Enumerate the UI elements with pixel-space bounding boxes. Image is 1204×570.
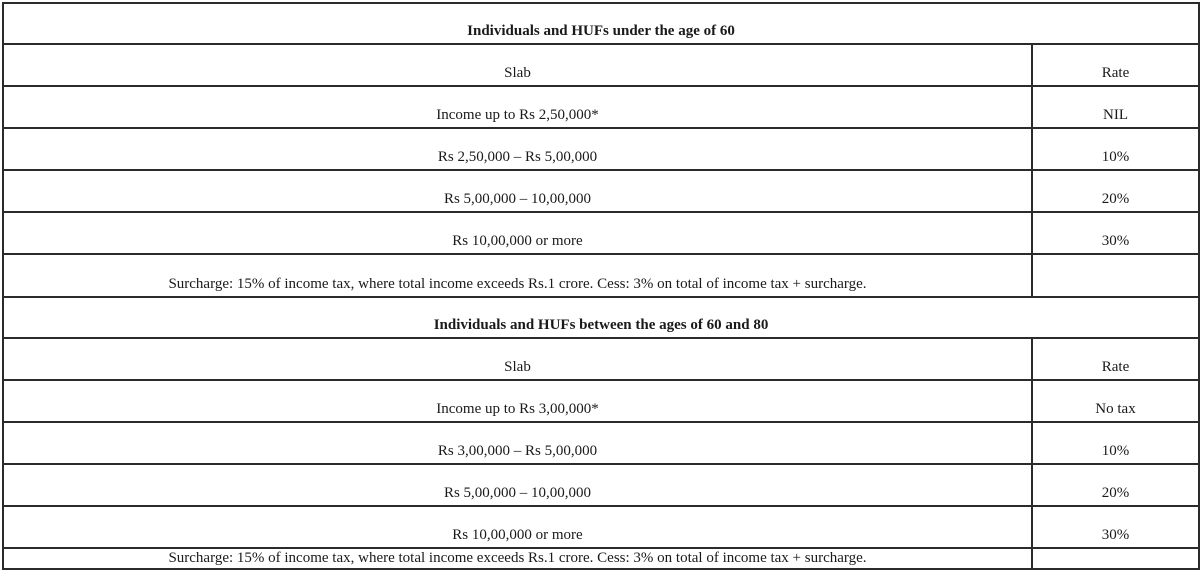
slab-cell: Income up to Rs 3,00,000*	[3, 380, 1032, 422]
slab-cell: Rs 5,00,000 – 10,00,000	[3, 464, 1032, 506]
surcharge-note: Surcharge: 15% of income tax, where total income exceeds Rs.1 crore. Cess: 3% on total of income tax + surcharge.	[3, 548, 1032, 569]
surcharge-note: Surcharge: 15% of income tax, where total income exceeds Rs.1 crore. Cess: 3% on total of income tax + surcharge.	[3, 254, 1032, 297]
column-header-row	[3, 338, 1199, 380]
rate-cell: 30%	[1032, 506, 1199, 548]
surcharge-note-row	[3, 548, 1199, 569]
section-heading-under-60: Individuals and HUFs under the age of 60	[3, 3, 1199, 44]
table-row	[3, 506, 1199, 548]
table-row	[3, 422, 1199, 464]
rate-cell: 30%	[1032, 212, 1199, 254]
table-row	[3, 170, 1199, 212]
rate-cell: 10%	[1032, 422, 1199, 464]
rate-cell: NIL	[1032, 86, 1199, 128]
tax-slab-table	[2, 2, 1200, 570]
surcharge-note-rate-cell	[1032, 548, 1199, 569]
slab-cell: Rs 10,00,000 or more	[3, 506, 1032, 548]
section-heading-60-to-80: Individuals and HUFs between the ages of 60 and 80	[3, 297, 1199, 338]
column-header-slab: Slab	[3, 338, 1032, 380]
slab-cell: Rs 10,00,000 or more	[3, 212, 1032, 254]
section-heading-row	[3, 3, 1199, 44]
slab-cell: Rs 3,00,000 – Rs 5,00,000	[3, 422, 1032, 464]
table-row	[3, 464, 1199, 506]
table-row	[3, 212, 1199, 254]
slab-cell: Income up to Rs 2,50,000*	[3, 86, 1032, 128]
surcharge-note-rate-cell	[1032, 254, 1199, 297]
column-header-rate: Rate	[1032, 338, 1199, 380]
rate-cell: 10%	[1032, 128, 1199, 170]
table-row	[3, 128, 1199, 170]
rate-cell: No tax	[1032, 380, 1199, 422]
column-header-slab: Slab	[3, 44, 1032, 86]
table-row	[3, 380, 1199, 422]
rate-cell: 20%	[1032, 170, 1199, 212]
rate-cell: 20%	[1032, 464, 1199, 506]
column-header-row	[3, 44, 1199, 86]
table-row	[3, 86, 1199, 128]
slab-cell: Rs 2,50,000 – Rs 5,00,000	[3, 128, 1032, 170]
column-header-rate: Rate	[1032, 44, 1199, 86]
section-heading-row	[3, 297, 1199, 338]
slab-cell: Rs 5,00,000 – 10,00,000	[3, 170, 1032, 212]
surcharge-note-row	[3, 254, 1199, 297]
